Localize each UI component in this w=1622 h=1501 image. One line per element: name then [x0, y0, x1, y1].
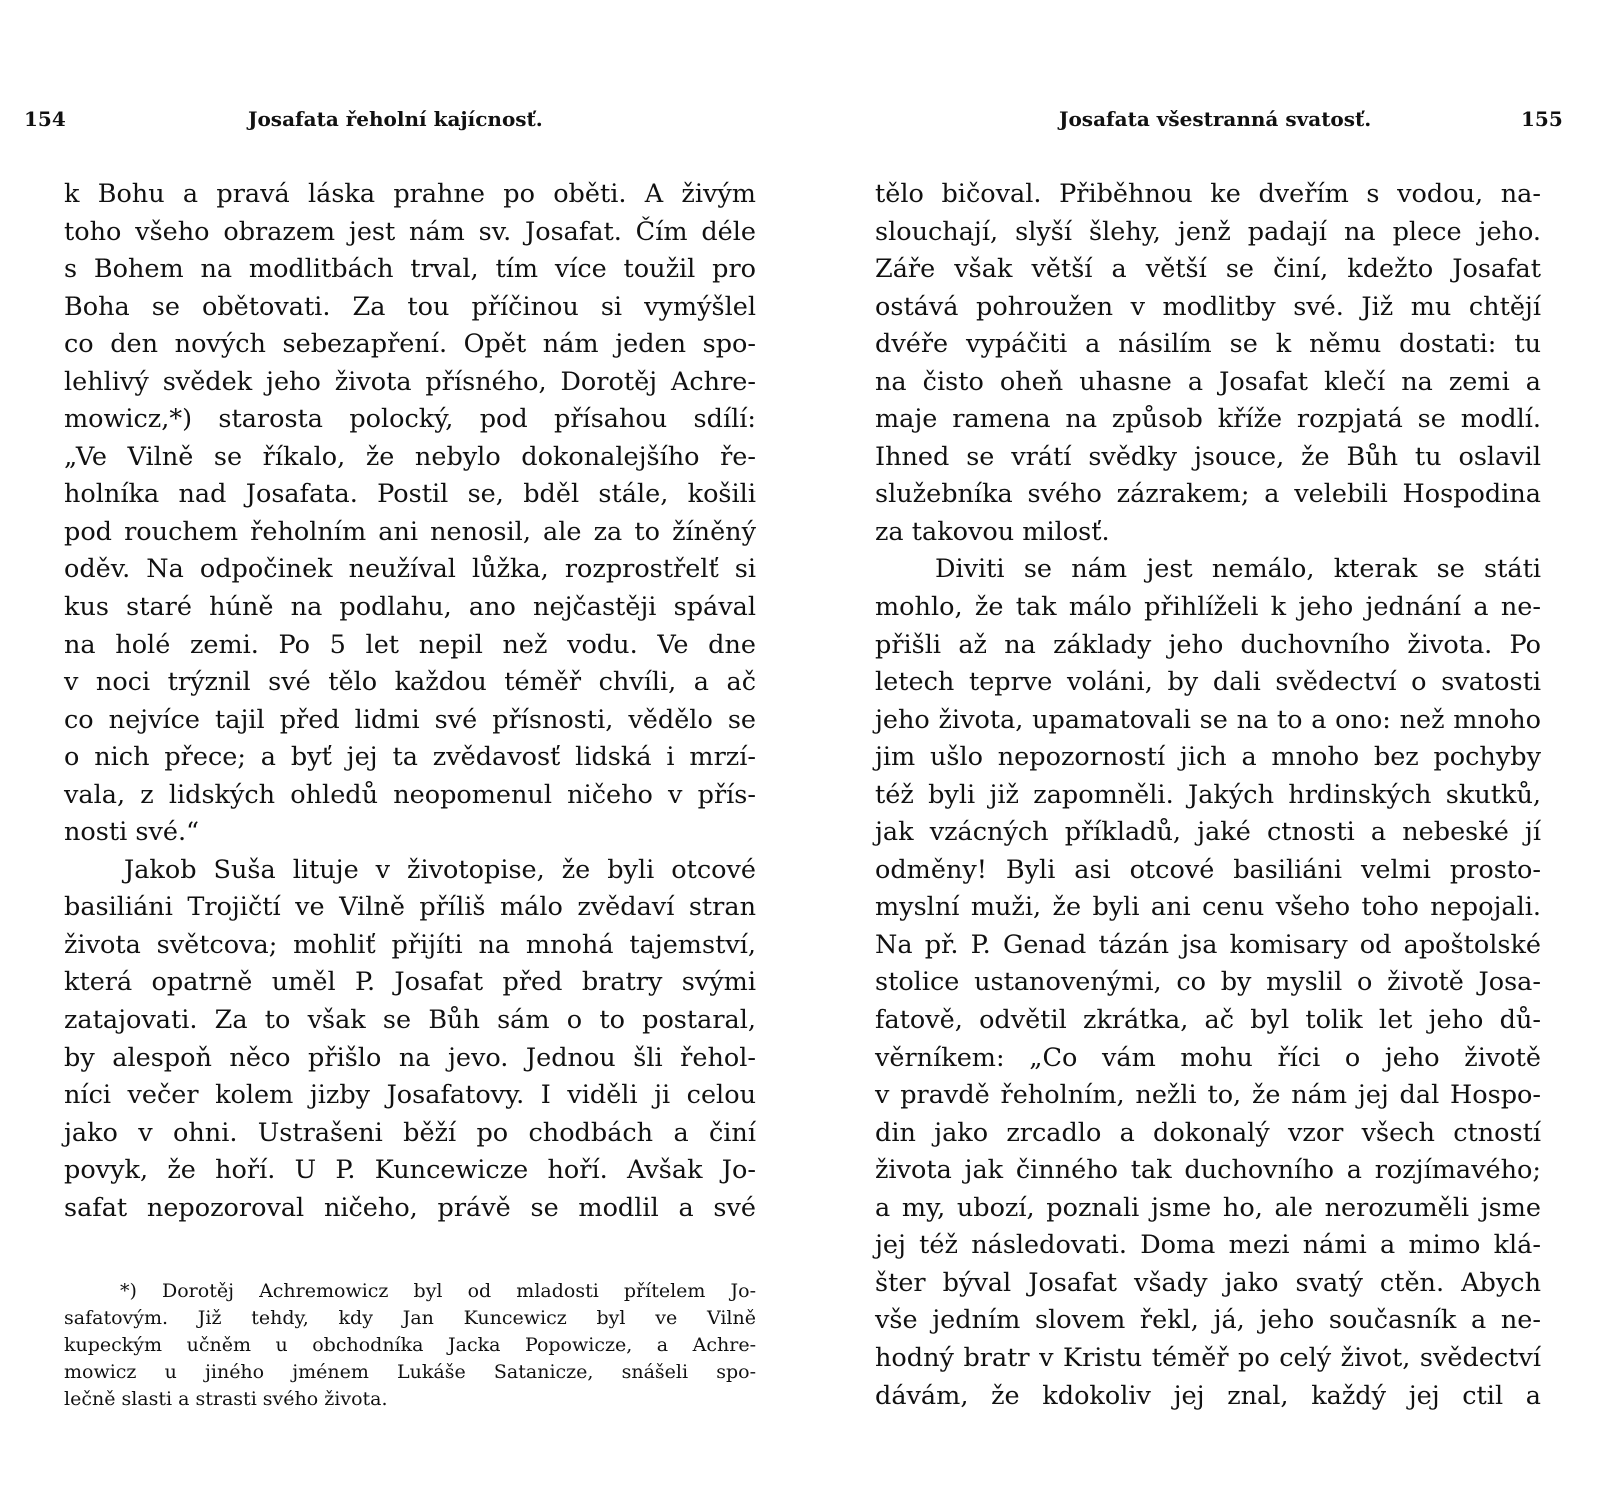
text-line: služebníka svého zázrakem; a velebili Hospodina [875, 479, 1541, 510]
text-line: vše jedním slovem řekl, já, jeho současník a ne- [875, 1305, 1541, 1336]
text-line: povyk, že hoří. U P. Kuncewicze hoří. Avšak Jo- [64, 1155, 756, 1186]
text-line: přišli až na základy jeho duchovního života. Po [875, 629, 1541, 660]
text-line: Záře však větší a větší se činí, kdežto Josafat [875, 254, 1541, 285]
left-running-head: Josafata řeholní kajícnosť. [248, 107, 543, 131]
right-running-head: Josafata všestranná svatosť. [1059, 107, 1372, 131]
text-line: dvéře vypáčiti a násilím se k němu dostati: tu [875, 329, 1541, 360]
text-line: na holé zemi. Po 5 let nepil než vodu. Ve dne [64, 629, 756, 660]
text-line: tělo bičoval. Přiběhnou ke dveřím s vodou, na- [875, 179, 1541, 209]
text-line: života jak činného tak duchovního a rozjímavého; [875, 1155, 1541, 1186]
text-line: letech teprve voláni, by dali svědectví o svatosti [875, 667, 1541, 698]
text-line: Boha se obětovati. Za tou příčinou si vymýšlel [64, 291, 756, 322]
right-page-number: 155 [1521, 107, 1563, 131]
text-line: stolice ustanovenými, co by myslil o životě Josa- [875, 967, 1541, 998]
text-line: nosti své.“ [64, 817, 200, 848]
footnote-line: lečně slasti a strasti svého života. [64, 1388, 388, 1410]
text-line: basiliáni Trojičtí ve Vilně příliš málo zvědaví stran [64, 892, 756, 923]
text-line: Diviti se nám jest nemálo, kterak se státi [935, 554, 1541, 585]
text-line: „Ve Vilně se říkalo, že nebylo dokonalejšího ře- [64, 441, 756, 472]
text-line: jeho života, upamatovali se na to a ono: než mnoho [875, 704, 1541, 735]
text-line: din jako zrcadlo a dokonalý vzor všech ctností [875, 1117, 1541, 1148]
text-line: jak vzácných příkladů, jaké ctnosti a nebeské jí [875, 817, 1541, 848]
text-line: též byli již zapomněli. Jakých hrdinských skutků, [875, 779, 1541, 810]
text-line: Ihned se vrátí svědky jsouce, že Bůh tu oslavil [875, 441, 1541, 472]
footnote-line: kupeckým učněm u obchodníka Jacka Popowicze, a Achre- [64, 1334, 756, 1356]
text-line: slouchají, slyší šlehy, jenž padají na plece jeho. [875, 216, 1541, 247]
text-line: o nich přece; a byť jej ta zvědavosť lidská i mrzí- [64, 742, 756, 773]
text-line: zatajovati. Za to však se Bůh sám o to postaral, [64, 1005, 756, 1036]
text-line: mohlo, že tak málo přihlíželi k jeho jednání a ne- [875, 592, 1541, 623]
text-line: co den nových sebezapření. Opět nám jeden spo- [64, 329, 756, 360]
text-line: v pravdě řeholním, nežli to, že nám jej dal Hospo- [875, 1080, 1541, 1111]
text-line: která opatrně uměl P. Josafat před bratry svými [64, 967, 756, 998]
text-line: jako v ohni. Ustrašeni běží po chodbách a činí [64, 1117, 756, 1148]
text-line: by alespoň něco přišlo na jevo. Jednou šli řehol- [64, 1042, 756, 1073]
text-line: mowicz,*) starosta polocký, pod přísahou sdílí: [64, 404, 756, 435]
text-line: odměny! Byli asi otcové basiliáni velmi prosto- [875, 854, 1541, 885]
text-line: Jakob Suša lituje v životopise, že byli otcové [124, 854, 756, 885]
text-line: ostává pohroužen v modlitby své. Již mu chtějí [875, 291, 1541, 322]
text-line: co nejvíce tajil před lidmi své přísnosti, vědělo se [64, 704, 756, 735]
text-line: oděv. Na odpočinek neužíval lůžka, rozprostřelť si [64, 554, 756, 585]
text-line: života světcova; mohliť přijíti na mnohá tajemství, [64, 929, 756, 960]
footnote [64, 1278, 756, 1413]
text-line: hodný bratr v Kristu téměř po celý život, svědectví [875, 1342, 1541, 1373]
text-line: s Bohem na modlitbách trval, tím více toužil pro [64, 254, 756, 285]
text-line: níci večer kolem jizby Josafatovy. I viděli ji celou [64, 1080, 756, 1111]
text-line: maje ramena na způsob kříže rozpjatá se modlí. [875, 404, 1541, 435]
text-line: fatově, odvětil zkrátka, ač byl tolik let jeho dů- [875, 1005, 1541, 1036]
text-line: kus staré húně na podlahu, ano nejčastěji spával [64, 592, 756, 623]
text-line: myslní muži, že byli ani cenu všeho toho nepojali. [875, 892, 1541, 923]
text-line: pod rouchem řeholním ani nenosil, ale za to žíněný [64, 516, 756, 547]
text-line: jej též následovati. Doma mezi námi a mimo klá- [875, 1230, 1541, 1261]
text-line: a my, ubozí, poznali jsme ho, ale nerozuměli jsme [875, 1192, 1541, 1223]
right-page [811, 0, 1622, 1501]
left-body-text [64, 176, 756, 1227]
footnote-line: safatovým. Již tehdy, kdy Jan Kuncewicz byl ve Vilně [64, 1307, 756, 1329]
text-line: za takovou milosť. [875, 516, 1110, 547]
text-line: jim ušlo nepozorností jich a mnoho bez pochyby [875, 742, 1541, 773]
footnote-line: *) Dorotěj Achremowicz byl od mladosti přítelem Jo- [120, 1280, 756, 1302]
text-line: věrníkem: „Co vám mohu říci o jeho životě [875, 1042, 1541, 1073]
left-page-number: 154 [24, 107, 66, 131]
text-line: safat nepozoroval ničeho, právě se modlil a své [64, 1192, 756, 1223]
footnote-line: mowicz u jiného jménem Lukáše Satanicze, snášeli spo- [64, 1361, 756, 1383]
right-body-text [875, 176, 1541, 1415]
text-line: lehlivý svědek jeho života přísného, Dorotěj Achre- [64, 366, 756, 397]
text-line: Na př. P. Genad tázán jsa komisary od apoštolské [875, 929, 1541, 960]
text-line: šter býval Josafat všady jako svatý ctěn. Abych [875, 1267, 1541, 1298]
text-line: na čisto oheň uhasne a Josafat klečí na zemi a [875, 366, 1541, 397]
text-line: holníka nad Josafata. Postil se, bděl stále, košili [64, 479, 756, 510]
text-line: v noci trýznil své tělo každou téměř chvíli, a ač [64, 667, 756, 698]
text-line: k Bohu a pravá láska prahne po oběti. A živým [64, 179, 756, 209]
text-line: dávám, že kdokoliv jej znal, každý jej ctil a [875, 1380, 1541, 1411]
text-line: vala, z lidských ohledů neopomenul ničeho v přís- [64, 779, 756, 810]
text-line: toho všeho obrazem jest nám sv. Josafat. Čím déle [64, 216, 756, 247]
